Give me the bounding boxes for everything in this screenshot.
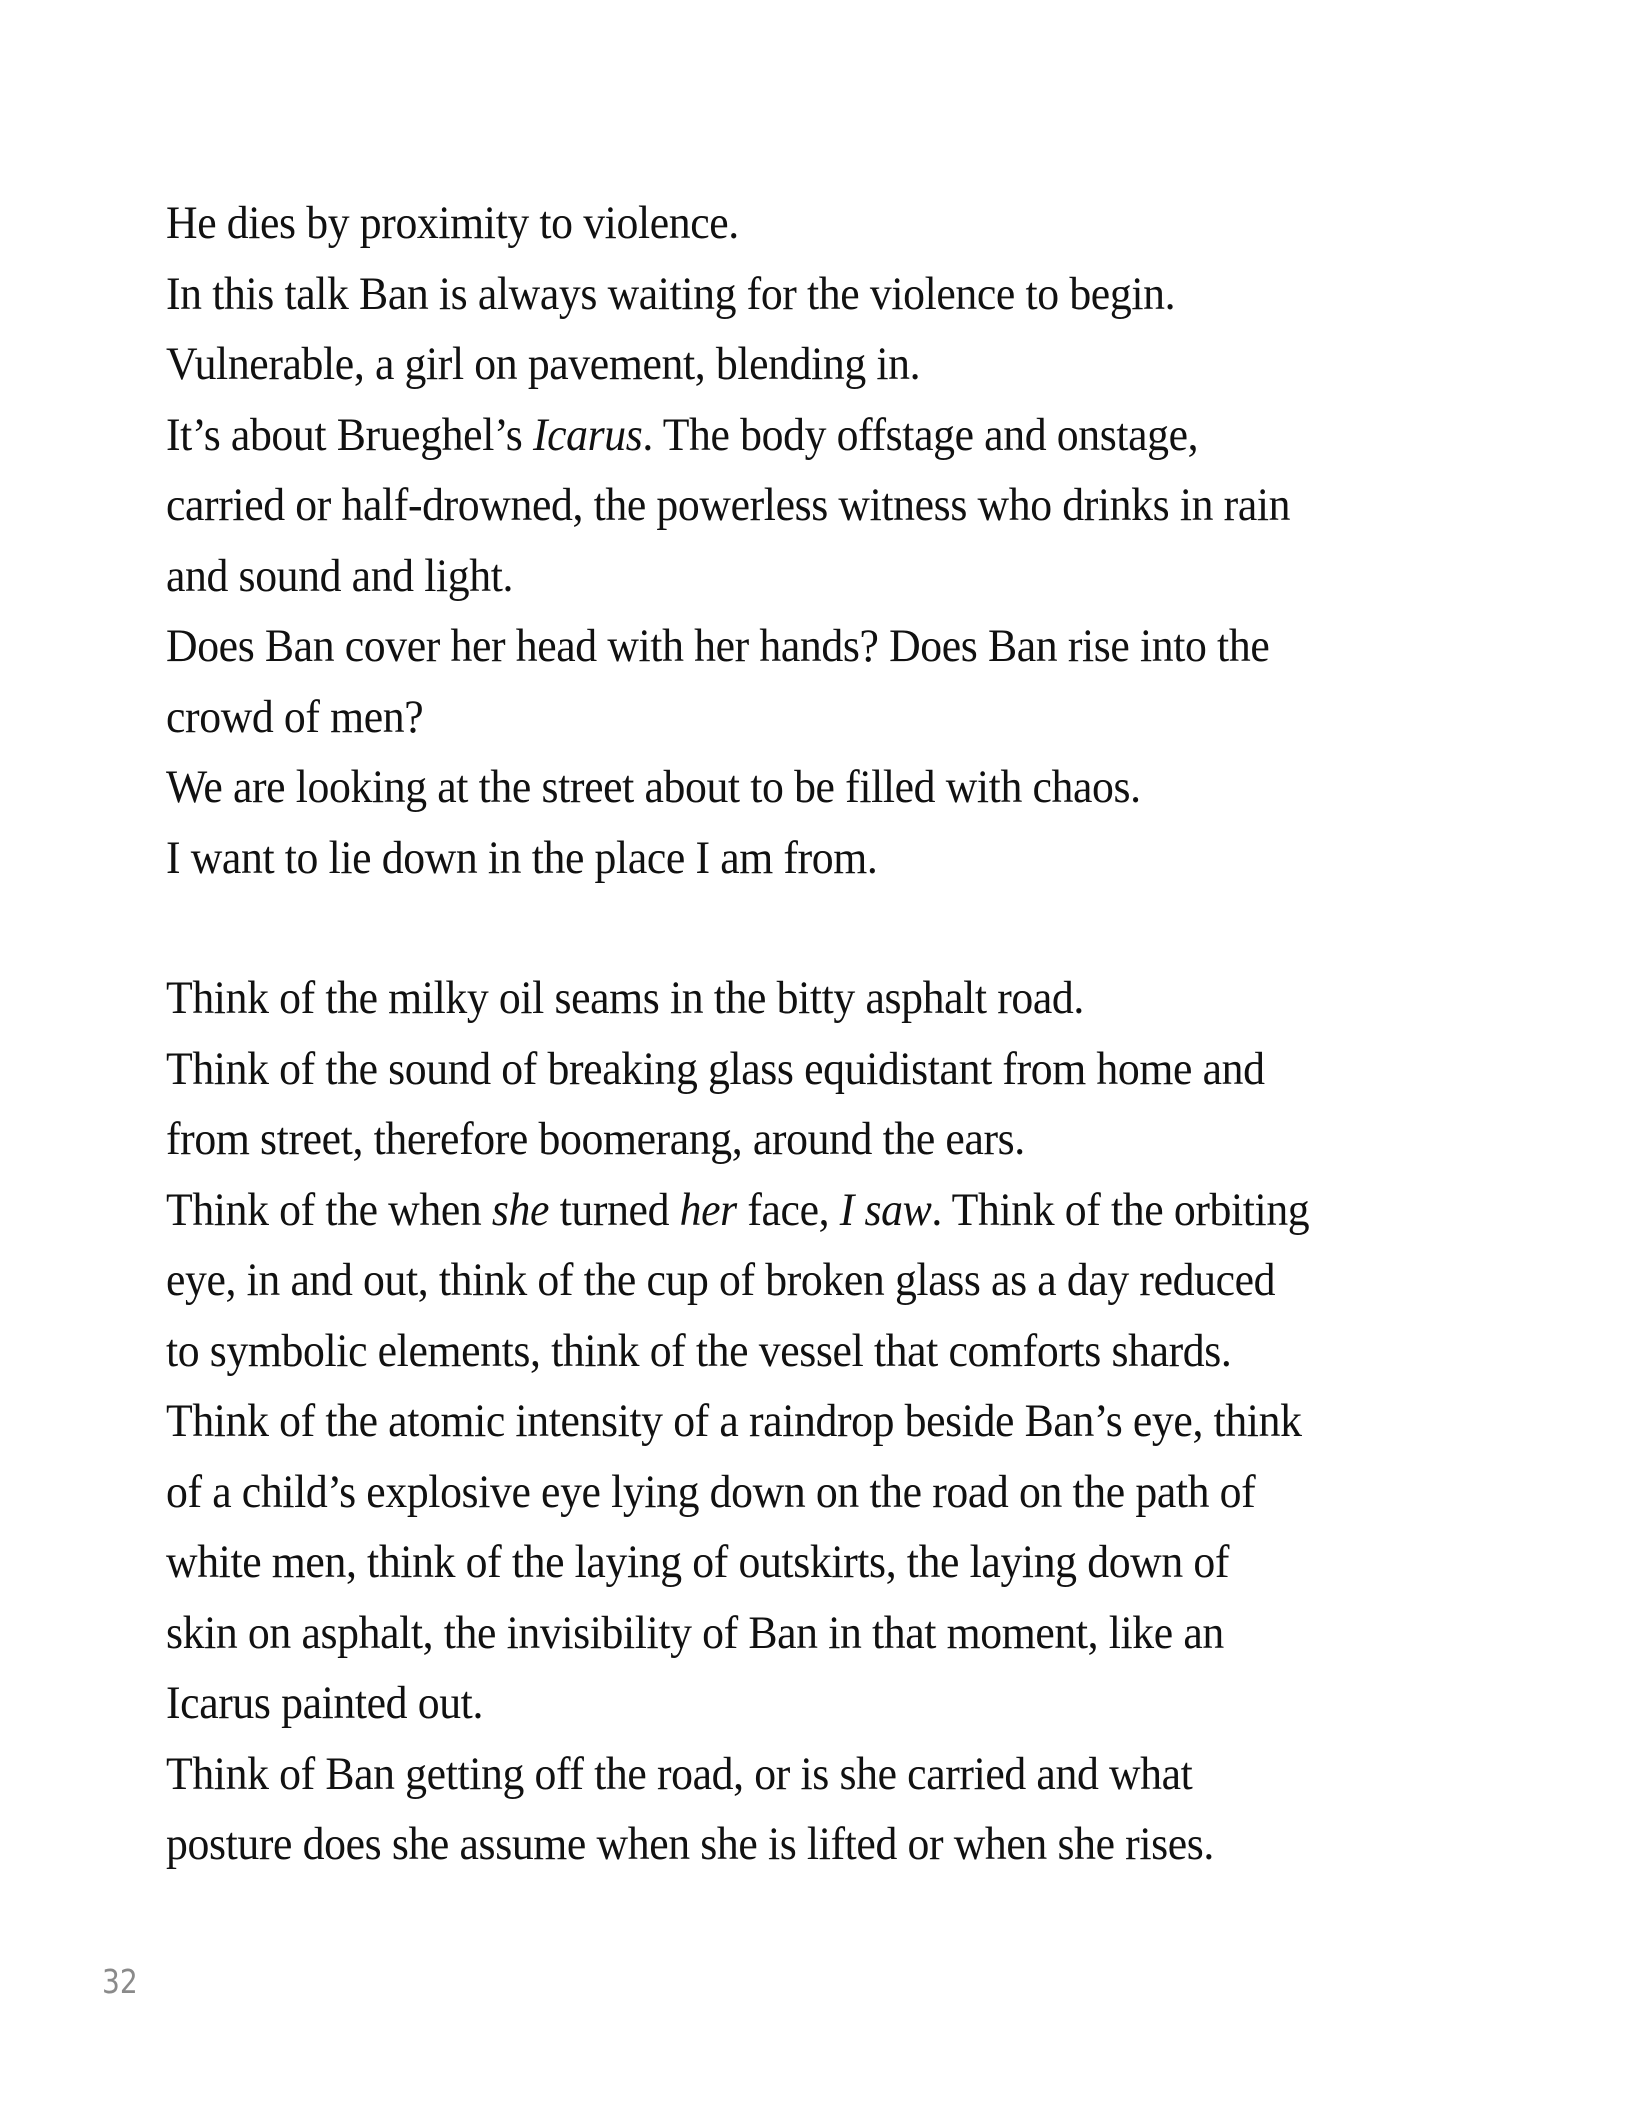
stanza bbox=[166, 963, 1566, 1880]
text-segment: He dies by proximity to violence. bbox=[166, 197, 739, 249]
text-segment: I want to lie down in the place I am from. bbox=[166, 831, 878, 884]
text-line bbox=[166, 1598, 1468, 1669]
text-segment: from street, therefore boomerang, around the ears. bbox=[166, 1113, 1025, 1165]
text-segment: In this talk Ban is always waiting for the violence to begin. bbox=[166, 267, 1176, 320]
text-line bbox=[166, 400, 1468, 471]
text-line bbox=[166, 611, 1468, 682]
text-line bbox=[166, 1316, 1468, 1387]
text-segment: of a child’s explosive eye lying down on the road on the path of bbox=[166, 1465, 1256, 1518]
text-segment: . Think of the orbiting bbox=[931, 1183, 1310, 1236]
stanza-break bbox=[166, 893, 1566, 963]
text-line bbox=[166, 1104, 1468, 1175]
text-line bbox=[166, 682, 1468, 753]
text-line bbox=[166, 188, 1468, 259]
text-line bbox=[166, 963, 1468, 1034]
text-line bbox=[166, 259, 1468, 330]
text-segment: Think of Ban getting off the road, or is she carried and what bbox=[166, 1747, 1193, 1800]
text-segment: Think of the atomic intensity of a raindrop beside Ban’s eye, think bbox=[166, 1395, 1302, 1447]
text-line bbox=[166, 1668, 1468, 1739]
italic-text: Icarus bbox=[532, 408, 643, 461]
text-segment: carried or half-drowned, the powerless witness who drinks in rain bbox=[166, 479, 1291, 531]
italic-text: her bbox=[679, 1183, 737, 1236]
text-line bbox=[166, 1457, 1468, 1528]
text-segment: posture does she assume when she is lifted or when she rises. bbox=[166, 1818, 1214, 1870]
text-segment: turned bbox=[549, 1183, 680, 1236]
text-segment: white men, think of the laying of outskirts, the laying down of bbox=[166, 1536, 1230, 1588]
text-line bbox=[166, 1386, 1468, 1457]
text-line bbox=[166, 541, 1468, 612]
text-segment: It’s about Brueghel’s bbox=[166, 408, 533, 461]
text-segment: We are looking at the street about to be filled with chaos. bbox=[166, 761, 1141, 813]
text-line bbox=[166, 1809, 1468, 1880]
italic-text: I saw bbox=[839, 1183, 932, 1236]
text-segment: Vulnerable, a girl on pavement, blending in. bbox=[166, 338, 921, 390]
text-segment: . The body offstage and onstage, bbox=[642, 408, 1199, 461]
text-line bbox=[166, 1527, 1468, 1598]
text-line bbox=[166, 329, 1468, 400]
text-line bbox=[166, 752, 1468, 823]
text-line bbox=[166, 1739, 1468, 1810]
text-segment: Think of the milky oil seams in the bitty asphalt road. bbox=[166, 972, 1084, 1024]
stanza bbox=[166, 188, 1566, 893]
text-line bbox=[166, 1245, 1468, 1316]
text-segment: Does Ban cover her head with her hands? Does Ban rise into the bbox=[166, 620, 1270, 672]
text-line bbox=[166, 1034, 1468, 1105]
text-line bbox=[166, 823, 1468, 894]
page-number: 32 bbox=[102, 1962, 138, 2001]
text-line bbox=[166, 1175, 1468, 1246]
text-segment: Think of the when bbox=[166, 1183, 492, 1236]
text-segment: face, bbox=[736, 1183, 840, 1236]
text-segment: to symbolic elements, think of the vessel that comforts shards. bbox=[166, 1324, 1232, 1377]
italic-text: she bbox=[491, 1183, 550, 1236]
poem-text-block bbox=[166, 188, 1566, 1880]
text-segment: Think of the sound of breaking glass equidistant from home and bbox=[166, 1042, 1265, 1095]
text-segment: Icarus painted out. bbox=[166, 1677, 484, 1729]
text-segment: eye, in and out, think of the cup of broken glass as a day reduced bbox=[166, 1254, 1276, 1306]
text-segment: crowd of men? bbox=[166, 690, 424, 743]
text-line bbox=[166, 470, 1468, 541]
text-segment: skin on asphalt, the invisibility of Ban in that moment, like an bbox=[166, 1606, 1224, 1659]
text-segment: and sound and light. bbox=[166, 549, 514, 602]
